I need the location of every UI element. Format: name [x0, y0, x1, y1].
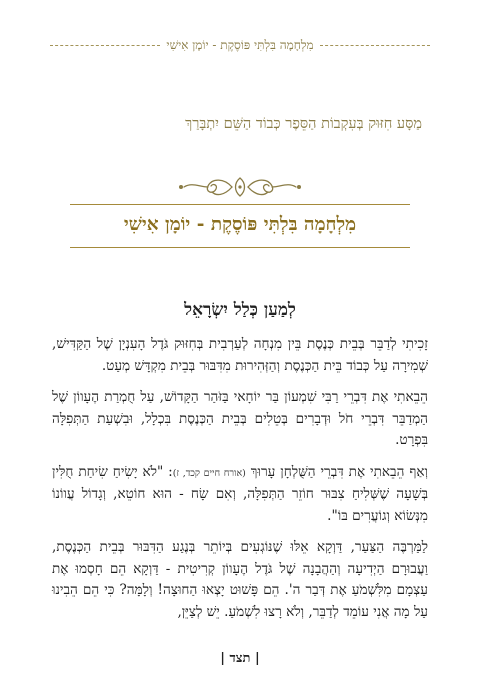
source-citation: (אורח חיים קכד, ז) [172, 467, 246, 479]
running-title: מִלְחָמָה בִּלְתִּי פּוֹסֶקֶת - יוֹמָן אִישִׁי [166, 38, 314, 52]
paragraph-3-start: וְאַף הֵבֵאתִי אֶת דִּבְרֵי הַשֻּׁלְחָן עָרוּךְ [245, 463, 429, 480]
header-dash-right [320, 45, 430, 46]
paragraph-1: זָכִיתִי לְדַבֵּר בְּבֵית כְּנֶסֶת בֵּין מִנְחָה לְעַרְבִית בְּחִזּוּק גֹּדֶל הָעִנְיָן שֶׁל הַקַּדִּישׁ, שְׁמִירָה עַל כְּבוֹד בֵּית הַכְּנֶסֶת וְהַזְּהִירוּת מִדִּבּוּר בְּבֵית מִקְדָּשׁ מְעַט. [52, 336, 428, 374]
body-text [52, 334, 428, 633]
paragraph-2: הֵבֵאתִי אֶת דִּבְרֵי רַבִּי שִׁמְעוֹן בַּר יוֹחָאי בַּזֹּהַר הַקָּדוֹשׁ, עַל חֻמְרַת הֶעָווֹן שֶׁל הַמְדַבֵּר דִּבְרֵי חֹל וּדְבָרִים בְּטֵלִים בְּבֵית הַכְּנֶסֶת בִּכְלָל, וּבִשְׁעַת הַתְּפִלָּה בִּפְרָט. [52, 389, 428, 448]
title-rule-top [70, 204, 410, 205]
section-heading: לְמַעַן כְּלַל יִשְׂרָאֵל [184, 300, 296, 320]
chapter-title: מִלְחָמָה בִּלְתִּי פּוֹסֶקֶת - יוֹמָן אִישִׁי [123, 214, 357, 235]
title-rule-bottom [70, 247, 410, 248]
page-number: | תצד | [220, 651, 260, 666]
paragraph-3 [52, 462, 428, 528]
header-dash-left [50, 45, 160, 46]
running-header [50, 38, 430, 53]
paragraph-3-end: : "לֹא יָשִׂיחַ שִׂיחַת חֻלִּין בְּשָׁעָה שֶׁשְּׁלִיחַ צִבּוּר חוֹזֵר הַתְּפִלָּה, וְאִם שָׂח - הוּא חוֹטֵא, וְגָדוֹל עֲווֹנוֹ מִנְּשׂוֹא וְגוֹעֲרִים בּוֹ". [52, 463, 428, 524]
flourish-ornament-icon [178, 174, 302, 200]
paragraph-4: לַמַּרְבֶּה הַצַּעַר, דַּוְקָא אֵלּוּ שֶׁנּוֹגְעִים בְּיוֹתֵר בְּנֶגַע הַדִּבּוּר בְּבֵית הַכְּנֶסֶת, וַעֲבוּרָם הַיְדִיעָה וְהַהֲבָנָה שֶׁל גֹּדֶל הֶעָווֹן קְרִיטִית - דַּוְקָא הֵם חָסְמוּ אֶת עַצְמָם מִלִּשְׁמֹעַ אֶת דְּבַר ה'. הֵם פָּשׁוּט יָצְאוּ הַחוּצָה! וְלָמָּה? כִּי הֵם הֵבִינוּ עַל מָה אֲנִי עוֹמֵד לְדַבֵּר, וְלֹא רָצוּ לִשְׁמֹעַ. יֵשׁ לְצַיֵּן, [52, 539, 428, 620]
book-subtitle: מַסָּע חִזּוּק בְּעִקְבוֹת הַסֵּפֶר כְּבוֹד הַשֵּׁם יִתְבָּרַךְ [185, 116, 422, 132]
